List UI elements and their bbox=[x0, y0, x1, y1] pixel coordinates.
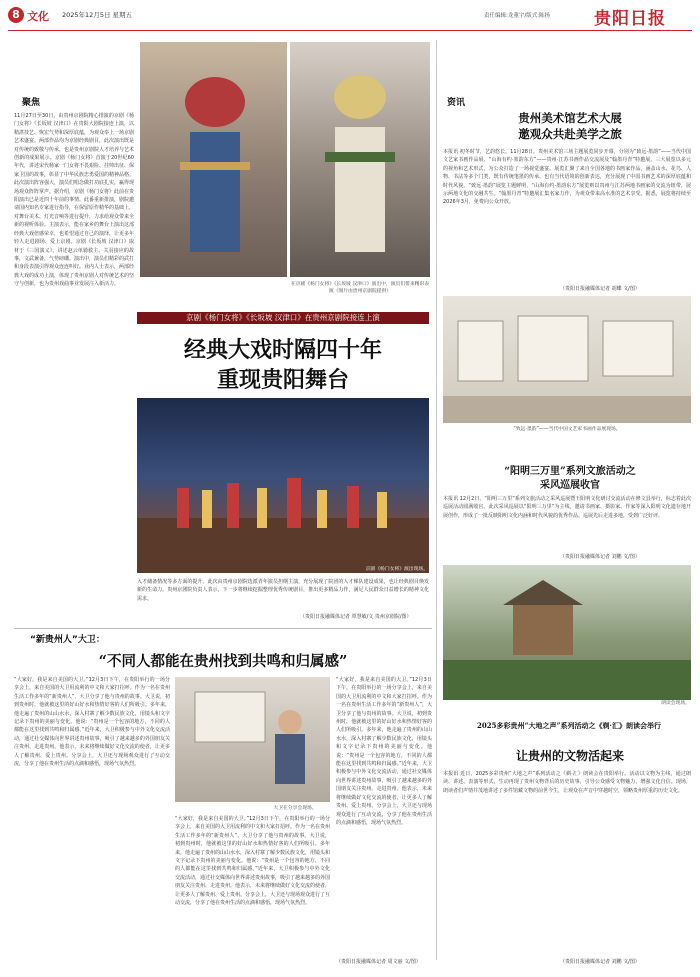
photo-caption: 在京剧《杨门女将》《长坂坡 汉津口》演出中，演员们带来精彩表演（图片由贵州京剧院提供） bbox=[290, 282, 430, 294]
story2-title-line1: “阳明三万里”系列文旅活动之 bbox=[504, 466, 636, 477]
gallery-scene bbox=[443, 296, 691, 423]
column-divider bbox=[436, 40, 437, 960]
story1-title-line2: 邀观众共赴美学之旅 bbox=[518, 127, 622, 141]
story2-title-line2: 采风巡展收官 bbox=[540, 480, 600, 491]
speaker-caption: 大卫在分享会现场。 bbox=[273, 806, 317, 811]
bottom-text-1: “大家好，我是来自美国的大卫。”12月3日下午，在贵阳举行的一场分享会上，来自美国的大卫用流利的中文和大家打招呼。作为一名在贵州生活工作多年的“新贵州人”，大卫分享了他与贵州的故事。大卫说，初到贵州时，他就被这里的好山好水和热情好客的人们所吸引。多年来，他走遍了贵州的山山水水，深入村寨了解少数民族文化，用镜头和文字记录下贵州的美丽与变化。他说：“贵州是一个包容的地方，不同的人都能在这里找到共鸣和归属感。”近年来，大卫积极参与中外文化交流活动，通过社交媒体向世界讲述贵州故事，吸引了越来越多的外国朋友关注贵州、走进贵州。他表示，未来将继续做好文化交流的使者，让更多人了解贵州、爱上贵州。分享会上，大卫还与现场观众进行了互动交流，分享了他在贵州生活的点滴和感悟，现场气氛热烈。 bbox=[14, 677, 170, 768]
right-tag: 资讯 bbox=[447, 98, 466, 108]
story3-title: 让贵州的文物活起来 bbox=[515, 749, 624, 763]
story1-text: 本报讯 初冬时节，艺韵悠长。11月28日，贵州美术馆三场主题展览同步开幕，分别为“致远·墨韵”——当代中国文艺家书画作品展、“山海有约·墨韵东方”——贵州·江苏书画作品交流展及“翰墨丹青”特邀展。三大展览以多元的视角和艺术形式，为公众打造了一场视觉盛宴。展览汇聚了来自全国各地的书画家作品，涵盖山水、花鸟、人物、书法等多个门类，既有传统笔墨的传承，也有当代语境的创新表达，充分展现了中国书画艺术的深厚底蕴和时代风貌。“致远·墨韵”展览主题鲜明，“山海有约·墨韵东方”展览则以贵州与江苏两地书画家的交流为纽带，展示两地文化的交融共生。“翰墨丹青”特邀展汇集名家力作，为观众带来高水准的艺术享受。据悉，展览将持续至2026年3月，免费向公众开放。 bbox=[443, 149, 691, 206]
story3-reporter: （贵阳日报融媒体记者 刘鹏 文/图） bbox=[560, 959, 640, 965]
bottom-divider bbox=[14, 628, 432, 629]
bottom-text-3: “大家好，我是来自美国的大卫。”12月3日下午，在贵阳举行的一场分享会上，来自美国的大卫用流利的中文和大家打招呼。作为一名在贵州生活工作多年的“新贵州人”，大卫分享了他与贵州的故事。大卫说，初到贵州时，他就被这里的好山好水和热情好客的人们所吸引。多年来，他走遍了贵州的山山水水，深入村寨了解少数民族文化，用镜头和文字记录下贵州的美丽与变化。他说：“贵州是一个包容的地方，不同的人都能在这里找到共鸣和归属感。”近年来，大卫积极参与中外文化交流活动，通过社交媒体向世界讲述贵州故事，吸引了越来越多的外国朋友关注贵州、走进贵州。他表示，未来将继续做好文化交流的使者，让更多人了解贵州、爱上贵州。分享会上，大卫还与现场观众进行了互动交流，分享了他在贵州生活的点滴和感悟，现场气氛热烈。 bbox=[175, 816, 330, 907]
story2-text: 本报讯 12月2日，“阳明三万里”系列文旅活动之采风巡展暨王阳明文化研讨交流活动在修文县举行，标志着此次巡展活动圆满收官。此次采风巡展以“阳明三万里”为主线，邀请书画家、摄影家、作家等深入阳明文化遗存地开展创作，形成了一批反映阳明文化内涵和时代风貌的优秀作品。巡展先后走进多地，受到广泛好评。 bbox=[443, 496, 691, 519]
main-title-line2: 重现贵阳舞台 bbox=[216, 367, 349, 393]
opera-photo-2 bbox=[290, 42, 430, 277]
stage-caption: 京剧《杨门女将》演出现场。 bbox=[365, 567, 428, 572]
story1-caption: “致远·墨韵”——当代中国文艺家书画作品展现场。 bbox=[513, 427, 621, 432]
opera-photo-1 bbox=[140, 42, 287, 277]
newspaper-logo: 贵阳日报 bbox=[594, 9, 666, 29]
story1-title-line1: 贵州美术馆艺术大展 bbox=[518, 111, 622, 125]
speaker-scene bbox=[175, 677, 330, 802]
main-kicker: 京剧《杨门女将》《长坂坡 汉津口》在贵州京剧院接连上演 bbox=[137, 312, 429, 324]
editor-credits: 责任编辑:龙董宇/版式:陈扬 bbox=[484, 13, 551, 19]
left-column-text: 11月27日至30日，由贵州京剧院精心排演的京剧《杨门女将》《长坂坡 汉津口》在贵阳大剧院接连上演，以精湛技艺、恢宏气势和深厚底蕴，为观众奉上一场京剧艺术盛宴。两部作品均为京剧经典剧目，此次演出既是对传统的致敬与传承，也是贵州京剧院人才培养与艺术创新的成果展示。京剧《杨门女将》首演于20世纪60年代，讲述宋代杨家一门女将不畏艰险、挂帅出征、保家卫国的故事，彰显了中华民族忠勇爱国的精神品格。此次演出阵容强大，演员们唱念做打功底扎实，赢得现场观众阵阵掌声。据介绍，京剧《杨门女将》此前在贵阳演出已是近四十年前的事情。此番重新排演，剧院邀请国内知名专家进行指导，在保留原作精华的基础上，对舞台美术、灯光音响等进行提升，力求给观众带来全新的视听体验。主演表示，能在家乡的舞台上演出这部经典大戏倍感荣幸，也希望通过自己的演绎，让更多年轻人走进剧场、爱上京剧。京剧《长坂坡 汉津口》取材于《三国演义》，讲述赵云单骑救主、关羽接应的故事，文武兼备，气势磅礴。演出中，演员们精彩的武打和身段表演引得观众连连叫好。业内人士表示，两部经典大戏的成功上演，体现了贵州京剧人对传统艺术的坚守与创新，也为贵州戏曲事业发展注入新活力。 bbox=[14, 113, 134, 288]
story3-kicker: 2025多彩贵州“大地之声”系列活动之《剃·汇》朗读会举行 bbox=[477, 721, 661, 730]
main-story-text: 入才储备情况等多方面的提升。此次由贵州京剧院选派青年演员担纲主演，充分展现了院团的人才梯队建设成果，也让经典剧目焕发新的生命力。贵州京剧院负责人表示，下一步将继续挖掘整理优秀传统剧目，推出更多精品力作，满足人民群众日益增长的精神文化需求。 bbox=[137, 579, 429, 602]
scenery-scene bbox=[443, 565, 691, 700]
page-header bbox=[0, 0, 700, 30]
header-rule bbox=[8, 30, 692, 31]
performer-figure-2 bbox=[290, 42, 430, 277]
issue-date: 2025年12月5日 星期五 bbox=[62, 11, 133, 19]
stage-scene bbox=[137, 398, 429, 573]
story3-text: 本报讯 近日，2025多彩贵州“大地之声”系列活动之《剃·汇》朗读会在贵阳举行。活动以文物为主线，通过朗读、讲述、表演等形式，生动再现了贵州文物背后的历史故事，引导公众感受文物魅力，增强文化自信。现场，朗读者们声情并茂地讲述了多件馆藏文物的前世今生，让观众在声音中穿越时空，领略贵州厚重的历史文化。 bbox=[443, 771, 691, 794]
section-name: 文化 bbox=[27, 10, 49, 23]
bottom-title: “不同人都能在贵州找到共鸣和归属感” bbox=[98, 653, 348, 670]
story2-reporter: （贵阳日报融媒体记者 刘鹏 文/图） bbox=[560, 554, 640, 560]
story1-reporter: （贵阳日报融媒体记者 胡蝶 文/图） bbox=[560, 286, 640, 292]
story3-caption: 朗读会现场。 bbox=[661, 701, 690, 706]
main-reporter: （贵阳日报融媒体记者 覃慧敏/文 贵州京剧院/图） bbox=[300, 614, 412, 620]
stage-photo bbox=[137, 398, 429, 573]
page-number: 8 bbox=[8, 7, 24, 23]
scenery-photo bbox=[443, 565, 691, 700]
performer-figure-1 bbox=[140, 42, 287, 277]
gallery-photo bbox=[443, 296, 691, 423]
speaker-photo bbox=[175, 677, 330, 802]
bottom-reporter: （贵阳日报融媒体记者 周文丽 文/图） bbox=[336, 959, 421, 965]
main-title-line1: 经典大戏时隔四十年 bbox=[183, 337, 382, 363]
bottom-text-2: “大家好，我是来自美国的大卫。”12月3日下午，在贵阳举行的一场分享会上，来自美国的大卫用流利的中文和大家打招呼。作为一名在贵州生活工作多年的“新贵州人”，大卫分享了他与贵州的故事。大卫说，初到贵州时，他就被这里的好山好水和热情好客的人们所吸引。多年来，他走遍了贵州的山山水水，深入村寨了解少数民族文化，用镜头和文字记录下贵州的美丽与变化。他说：“贵州是一个包容的地方，不同的人都能在这里找到共鸣和归属感。”近年来，大卫积极参与中外文化交流活动，通过社交媒体向世界讲述贵州故事，吸引了越来越多的外国朋友关注贵州、走进贵州。他表示，未来将继续做好文化交流的使者，让更多人了解贵州、爱上贵州。分享会上，大卫还与现场观众进行了互动交流，分享了他在贵州生活的点滴和感悟，现场气氛热烈。 bbox=[336, 677, 432, 826]
left-tag: 聚焦 bbox=[22, 98, 41, 108]
bottom-kicker: “新贵州人”大卫： bbox=[30, 635, 105, 645]
